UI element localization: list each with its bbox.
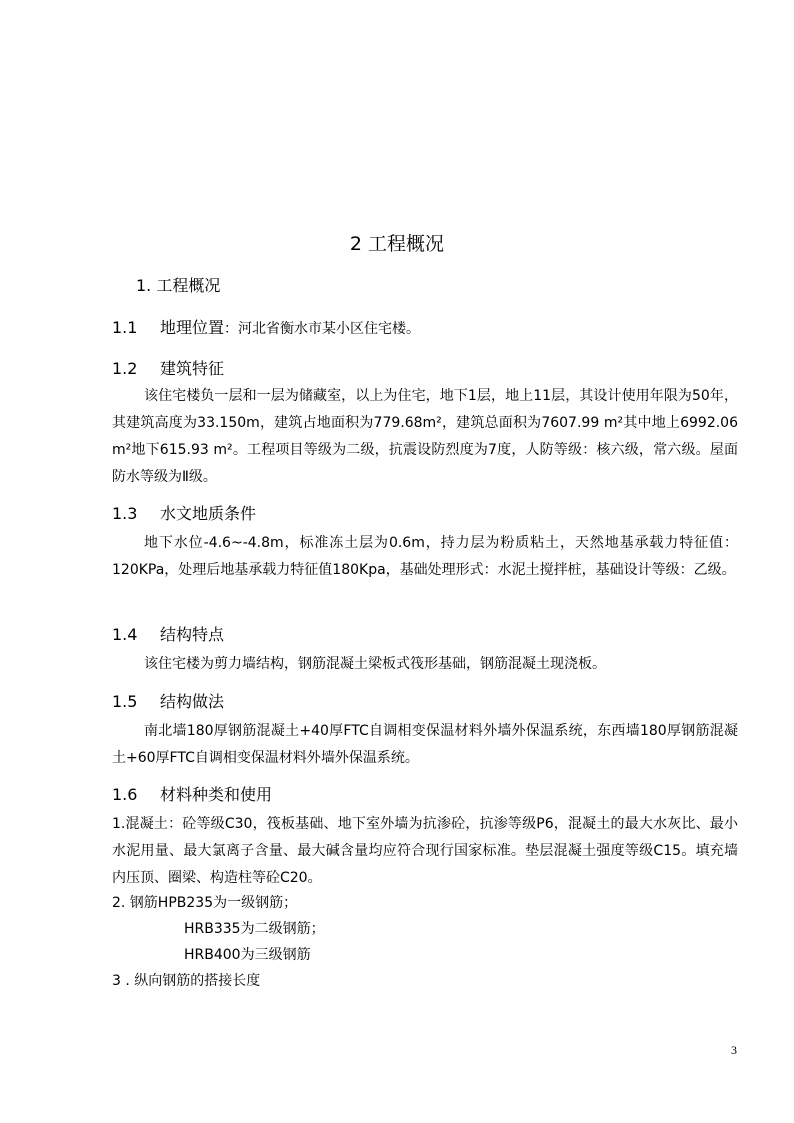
section-number: 1.1 xyxy=(112,318,138,337)
section-number: 1.5 xyxy=(112,692,138,711)
section-1-1-heading xyxy=(112,315,420,338)
section-1-4-heading xyxy=(112,622,224,645)
section-number: 1.3 xyxy=(112,504,138,523)
section-1-6-heading xyxy=(112,782,272,805)
materials-rebar-3: HRB400为三级钢筋 xyxy=(184,947,311,963)
page-title: 2 工程概况 xyxy=(349,233,445,255)
section-number: 1.2 xyxy=(112,359,138,378)
section-1-2-heading xyxy=(112,356,224,379)
section-1-3-heading xyxy=(112,501,256,524)
section-title: 结构特点 xyxy=(160,625,225,644)
materials-lap-length: 3 . 纵向钢筋的搭接长度 xyxy=(112,973,261,989)
section-1-2-body: 该住宅楼负一层和一层为储藏室，以上为住宅，地下1层，地上11层，其设计使用年限为50年，其建筑高度为33.150m，建筑占地面积为779.68m²，建筑总面积为7607.99 m²其中地上6992.06 m²地下615.93 m²。工程项目等级为二级，抗震设防烈度为7度，人防等级：核六级，常六级。屋面防水等级为Ⅱ级。 xyxy=(112,388,738,485)
section-title: 建筑特征 xyxy=(160,359,225,378)
section-1-5-heading xyxy=(112,689,224,712)
page-number: 3 xyxy=(731,1043,737,1057)
section-title: 地理位置 xyxy=(160,318,225,337)
chapter-subtitle: 1. 工程概况 xyxy=(136,276,221,295)
materials-rebar-1: 2. 钢筋HPB235为一级钢筋； xyxy=(112,895,298,911)
section-title: 材料种类和使用 xyxy=(160,785,273,804)
section-1-3-body: 地下水位-4.6~-4.8m，标准冻土层为0.6m，持力层为粉质粘土，天然地基承载力特征值：120KPa，处理后地基承载力特征值180Kpa，基础处理形式：水泥土搅拌桩，基础设计等级：乙级。 xyxy=(112,535,738,578)
section-1-5-body: 南北墙180厚钢筋混凝土+40厚FTC自调相变保温材料外墙外保温系统，东西墙180厚钢筋混凝土+60厚FTC自调相变保温材料外墙外保温系统。 xyxy=(112,723,738,766)
section-inline-text: ：河北省衡水市某小区住宅楼。 xyxy=(224,321,421,337)
section-1-4-body: 该住宅楼为剪力墙结构，钢筋混凝土梁板式筏形基础，钢筋混凝土现浇板。 xyxy=(144,656,606,672)
materials-concrete: 1.混凝土：砼等级C30，筏板基础、地下室外墙为抗渗砼，抗渗等级P6，混凝土的最大水灰比、最小水泥用量、最大氯离子含量、最大碱含量均应符合现行国家标准。垫层混凝土强度等级C15。填充墙内压顶、圈梁、构造柱等砼C20。 xyxy=(112,816,738,886)
section-number: 1.6 xyxy=(112,785,138,804)
section-title: 结构做法 xyxy=(160,692,225,711)
materials-rebar-2: HRB335为二级钢筋； xyxy=(184,921,325,937)
section-title: 水文地质条件 xyxy=(160,504,257,523)
section-number: 1.4 xyxy=(112,625,138,644)
